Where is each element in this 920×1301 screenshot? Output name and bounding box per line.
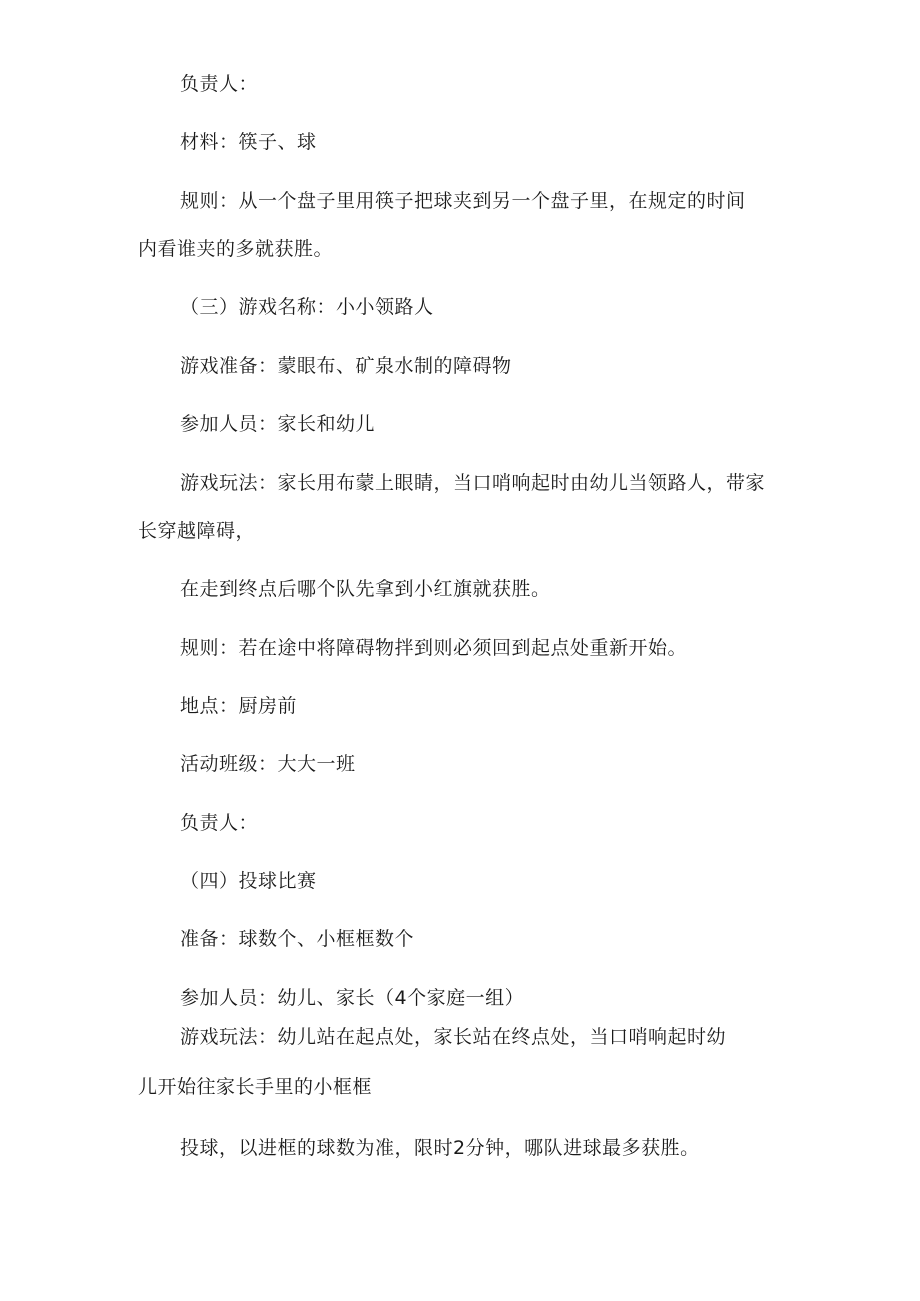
section-heading-3: （三）游戏名称：小小领路人 xyxy=(180,296,434,318)
text-line-responsible-person-1: 负责人： xyxy=(180,73,259,95)
text-line-rules-2: 规则：若在途中将障碍物拌到则必须回到起点处重新开始。 xyxy=(180,637,688,659)
text-line-activity-class: 活动班级：大大一班 xyxy=(180,753,356,775)
text-line-gameplay-2-cont: 儿开始往家长手里的小框框 xyxy=(138,1076,373,1098)
text-line-game-preparation: 游戏准备：蒙眼布、矿泉水制的障碍物 xyxy=(180,355,512,377)
text-line-responsible-person-2: 负责人： xyxy=(180,812,259,834)
text-line-gameplay-2-finish: 投球，以进框的球数为准，限时2分钟，哪队进球最多获胜。 xyxy=(180,1137,700,1159)
text-line-gameplay-1-finish: 在走到终点后哪个队先拿到小红旗就获胜。 xyxy=(180,578,551,600)
text-line-preparation: 准备：球数个、小框框数个 xyxy=(180,928,415,950)
text-line-location: 地点：厨房前 xyxy=(180,695,298,717)
text-line-materials: 材料：筷子、球 xyxy=(180,131,317,153)
text-line-participants-1: 参加人员：家长和幼儿 xyxy=(180,413,376,435)
text-line-gameplay-1-cont: 长穿越障碍， xyxy=(138,520,256,542)
text-line-rules-1: 规则：从一个盘子里用筷子把球夹到另一个盘子里，在规定的时间 xyxy=(180,190,746,212)
text-line-gameplay-1: 游戏玩法：家长用布蒙上眼睛，当口哨响起时由幼儿当领路人，带家 xyxy=(180,472,766,494)
text-line-participants-2: 参加人员：幼儿、家长（4个家庭一组） xyxy=(180,987,525,1009)
section-heading-4: （四）投球比赛 xyxy=(180,870,317,892)
text-line-gameplay-2: 游戏玩法：幼儿站在起点处，家长站在终点处，当口哨响起时幼 xyxy=(180,1026,727,1048)
text-line-rules-1-cont: 内看谁夹的多就获胜。 xyxy=(138,238,334,260)
